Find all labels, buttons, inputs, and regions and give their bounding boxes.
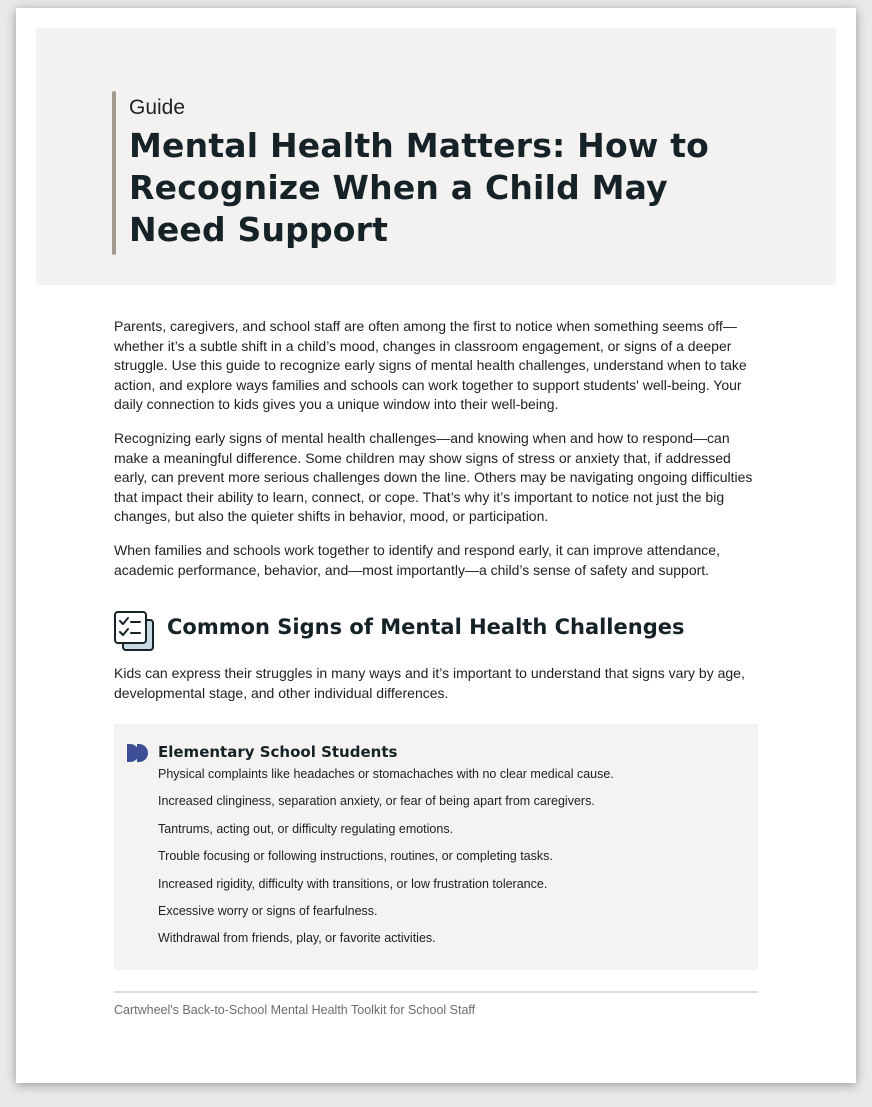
intro-paragraph-3: When families and schools work together to identify and respond early, it can improve attendance, academic performance, behavior, and—most importantly—a child’s sense of safety and support. <box>114 542 720 578</box>
list-item: Tantrums, acting out, or difficulty regulating emotions. <box>158 821 454 836</box>
footer-text: Cartwheel's Back-to-School Mental Health Toolkit for School Staff <box>114 1003 476 1017</box>
hero-banner <box>36 28 836 285</box>
double-chevron-icon <box>127 744 148 762</box>
list-item: Physical complaints like headaches or stomachaches with no clear medical cause. <box>158 767 614 781</box>
section-heading: Common Signs of Mental Health Challenges <box>167 615 685 639</box>
list-item: Increased rigidity, difficulty with transitions, or low frustration tolerance. <box>158 876 548 891</box>
list-item: Excessive worry or signs of fearfulness. <box>158 903 378 918</box>
section-lead-paragraph: Kids can express their struggles in many ways and it’s important to understand that signs vary by age, developmental stage, and other individual differences. <box>114 665 745 701</box>
list-item: Withdrawal from friends, play, or favorite activities. <box>158 931 436 946</box>
page-title: Mental Health Matters: How to Recognize When a Child May Need Support <box>129 126 710 249</box>
footer-divider <box>114 991 758 993</box>
signs-card <box>114 724 758 970</box>
document-page <box>16 8 856 1083</box>
accent-bar <box>112 91 116 255</box>
card-heading: Elementary School Students <box>158 743 398 761</box>
signs-list <box>158 767 614 959</box>
intro-paragraph-2: Recognizing early signs of mental health challenges—and knowing when and how to respond—can make a meaningful difference. Some children may show signs of stress or anxiety that, if addressed early, can prevent more serious challenges down the line. Others may be navigating ongoing difficulties that impact their ability to learn, connect, or cope. That’s why it’s important to notice not just the big changes, but also the quieter shifts in behavior, mood, or participation. <box>114 430 753 525</box>
list-item: Trouble focusing or following instructions, routines, or completing tasks. <box>158 849 553 864</box>
list-item: Increased clinginess, separation anxiety, or fear of being apart from caregivers. <box>158 794 595 809</box>
checklist-icon <box>113 610 157 654</box>
intro-paragraph-1: Parents, caregivers, and school staff are often among the first to notice when something seems off—whether it’s a subtle shift in a child’s mood, changes in classroom engagement, or signs of a deeper struggle. Use this guide to recognize early signs of mental health challenges, understand when to take action, and explore ways families and schools can work together to support students' well-being. Your daily connection to kids gives you a unique window into their well-being. <box>114 318 747 413</box>
document-type-label: Guide <box>129 96 186 119</box>
